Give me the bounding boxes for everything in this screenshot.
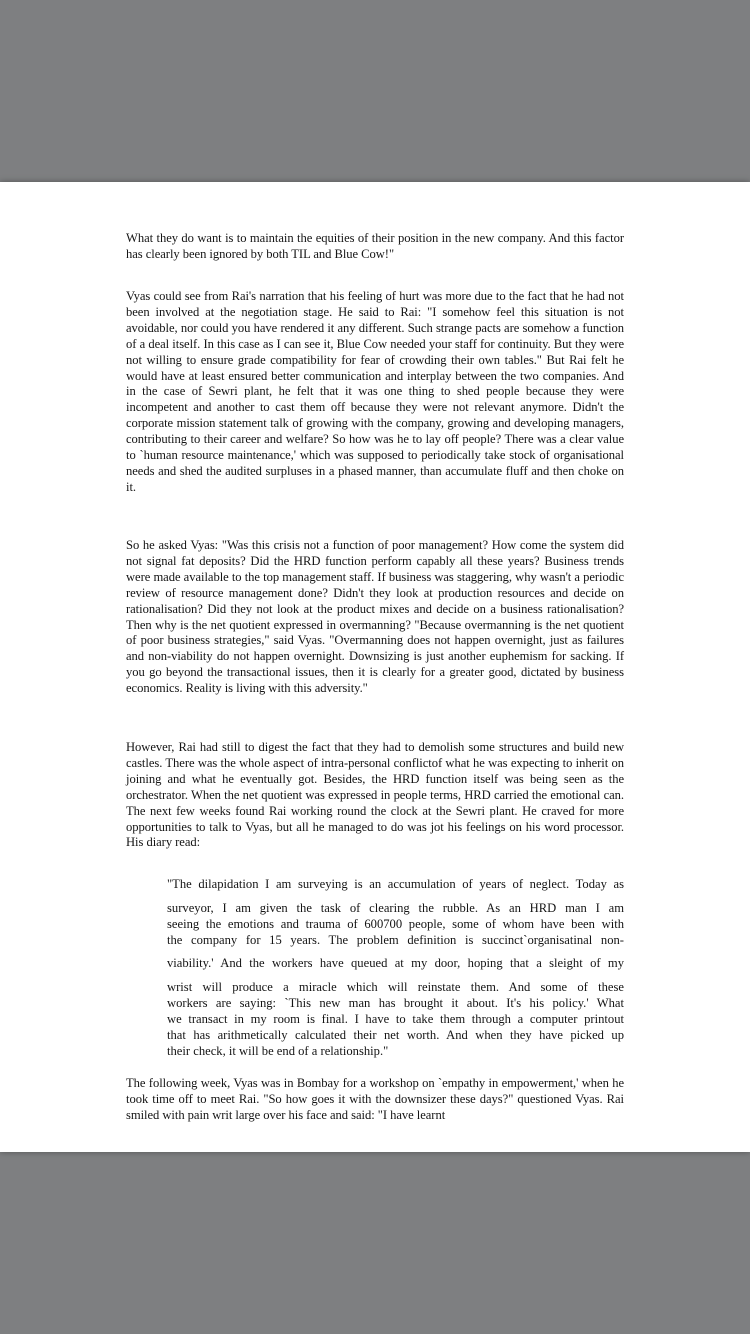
- diary-line: the company for 15 years. The problem definition is succinct`organisatinal non-: [167, 933, 624, 947]
- paragraph-rai-digest: However, Rai had still to digest the fact that they had to demolish some structures and build new castles. There was the whole aspect of intra-personal conflictof what he was expecting to inherit on joining and what he eventually got. Besides, the HRD function itself was being seen as the orchestrator. When the net quotient was expressed in people terms, HRD carried the emotional can. The next few weeks found Rai working round the clock at the Sewri plant. He craved for more opportunities to talk to Vyas, but all he managed to do was jot his feelings on his word processor. His diary read:: [126, 740, 624, 850]
- paragraph-vyas-narration: Vyas could see from Rai's narration that his feeling of hurt was more due to the fact that he had not been involved at the negotiation stage. He said to Rai: "I somehow feel this situation is not avoidable, nor could you have rendered it any different. Such strange pacts are somehow a function of a deal itself. In this case as I can see it, Blue Cow needed your staff for continuity. But they were not willing to ensure grade compatibility for fear of crowding their own tables." But Rai felt he would have at least ensured better communication and interplay between the two companies. And in the case of Sewri plant, he felt that it was one thing to shed people because they were incompetent and another to cast them off because they were not relevant anymore. Didn't the corporate mission statement talk of growing with the company, growing and developing managers, contributing to their career and welfare? So how was he to lay off people? There was a clear value to `human resource maintenance,' which was supposed to periodically take stock of organisational needs and shed the audited surpluses in a phased manner, than accumulate fluff and then choke on it.: [126, 289, 624, 494]
- diary-line: seeing the emotions and trauma of 600700 people, some of whom have been with: [167, 917, 624, 931]
- diary-line: workers are saying: `This new man has brought it about. It's his policy.' What: [167, 996, 624, 1010]
- paragraph-equities: What they do want is to maintain the equities of their position in the new company. And this factor has clearly been ignored by both TIL and Blue Cow!": [126, 231, 624, 261]
- diary-line: wrist will produce a miracle which will reinstate them. And some of these: [167, 980, 624, 994]
- diary-line: surveyor, I am given the task of clearing the rubble. As an HRD man I am: [167, 901, 624, 915]
- paragraph-following-week: The following week, Vyas was in Bombay for a workshop on `empathy in empowerment,' when he took time off to meet Rai. "So how goes it with the downsizer these days?" questioned Vyas. Rai smiled with pain writ large over his face and said: "I have learnt: [126, 1076, 624, 1122]
- diary-line: their check, it will be end of a relationship.": [167, 1044, 389, 1058]
- diary-line: that has arithmetically calculated their net worth. And when they have picked up: [167, 1028, 624, 1042]
- diary-line: we transact in my room is final. I have to take them through a computer printout: [167, 1012, 624, 1026]
- diary-line: "The dilapidation I am surveying is an accumulation of years of neglect. Today as: [167, 877, 624, 891]
- diary-line: viability.' And the workers have queued at my door, hoping that a sleight of my: [167, 956, 624, 970]
- paragraph-poor-management: So he asked Vyas: "Was this crisis not a function of poor management? How come the system did not signal fat deposits? Did the HRD function perform capably all these years? Business trends were made available to the top management staff. If business was staggering, why wasn't a periodic review of resource management done? Didn't they look at production resources and decide on rationalisation? Did they not look at the product mixes and decide on a business rationalisation? Then why is the net quotient expressed in overmanning? "Because overmanning is the net quotient of poor business strategies," said Vyas. "Overmanning does not happen overnight, just as failures and non-viability do not happen overnight. Downsizing is just another euphemism for sacking. If you go beyond the transactional issues, then it is clearly for a greater good, dictated by business economics. Reality is living with this adversity.": [126, 538, 624, 696]
